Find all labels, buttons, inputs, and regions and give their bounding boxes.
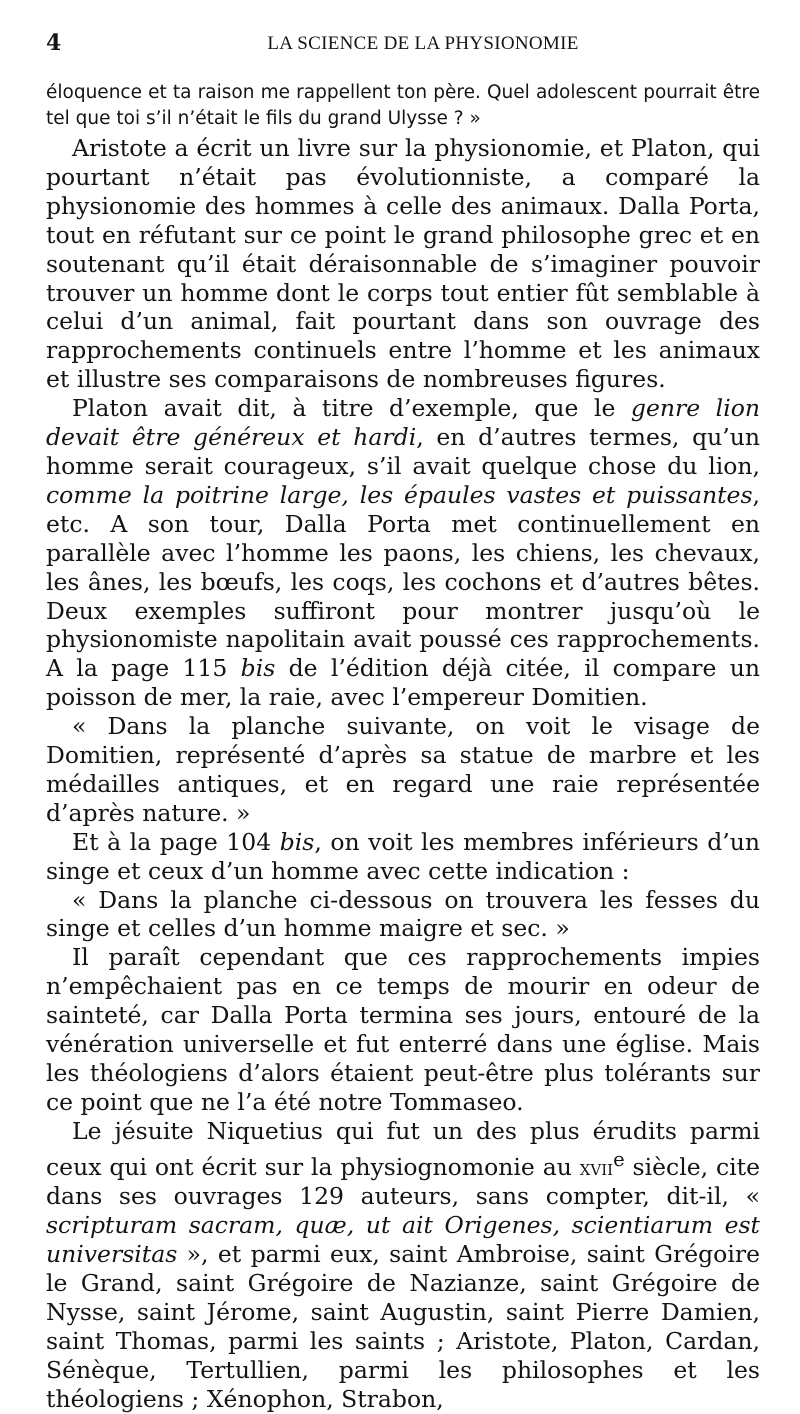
paragraph-platon	[46, 394, 760, 712]
paragraph-page-104-italic: bis	[279, 827, 315, 856]
quote-continuation: éloquence et ta raison me rappellent ton père. Quel adolescent pourrait être tel que toi s’il n’était le fils du grand Ulysse ? »	[46, 82, 760, 129]
paragraph-niquetius-text-2: siècle, cite dans ses ouvrages 129 auteurs, sans compter, dit-il, «	[46, 1152, 760, 1211]
running-title: LA SCIENCE DE LA PHYSIONOMIE	[267, 33, 579, 54]
paragraph-saintete: Il paraît cependant que ces rapprochements impies n’empêchaient pas en ce temps de mourir en odeur de sainteté, car Dalla Porta termina ses jours, entouré de la vénération universelle et fut enterré dans une église. Mais les théologiens d’alors étaient peut-être plus tolérants sur ce point que ne l’a été notre Tommaseo.	[46, 943, 760, 1116]
paragraph-niquetius	[46, 1117, 760, 1414]
paragraph-niquetius-text-3: », et parmi eux, saint Ambroise, saint Grégoire le Grand, saint Grégoire de Nazianze, saint Grégoire de Nysse, saint Jérome, saint Augustin, saint Pierre Damien, saint Thomas, parmi les saints ; Aristote, Platon, Cardan, Sénèque, Tertullien, parmi les philosophes et les théologiens ; Xénophon, Strabon,	[46, 1240, 760, 1413]
paragraph-singe-quote: « Dans la planche ci-dessous on trouvera les fesses du singe et celles d’un homme maigre et sec. »	[46, 885, 760, 943]
century-numeral: xvii	[579, 1154, 614, 1180]
paragraph-niquetius-latin-quote: scripturam sacram, quæ, ut ait Origenes, scientiarum est universitas	[46, 1211, 760, 1269]
paragraph-platon-text-2: , en d’autres termes, qu’un homme serait courageux, s’il avait quelque chose du lion,	[46, 423, 760, 480]
paragraph-domitien-quote: « Dans la planche suivante, on voit le visage de Domitien, représenté d’après sa statue de marbre et les médailles antiques, et en regard une raie représentée d’après nature. »	[46, 712, 760, 827]
century-superscript: e	[613, 1147, 625, 1171]
paragraph-platon-text-3: , etc. A son tour, Dalla Porta met continuellement en parallèle avec l’homme les paons, les chiens, les chevaux, les ânes, les bœufs, les coqs, les cochons et d’autres bêtes. Deux exemples suffiront pour montrer jusqu’où le physionomiste napolitain avait poussé ces rapprochements. A la page 115	[46, 480, 760, 683]
paragraph-page-104-text-2: , on voit les membres inférieurs d’un singe et ceux d’un homme avec cette indication :	[46, 827, 760, 885]
paragraph-page-104	[46, 828, 760, 886]
paragraph-platon-italic-2: comme la poitrine large, les épaules vastes et puissantes	[46, 480, 753, 509]
running-head	[46, 30, 760, 60]
paragraph-platon-italic-1: genre lion devait être généreux et hardi	[46, 394, 760, 452]
paragraph-page-104-text-1: Et à la page 104	[72, 827, 280, 856]
paragraph-platon-italic-3: bis	[240, 654, 276, 683]
page-number: 4	[46, 30, 62, 56]
paragraph-niquetius-text-1: Le jésuite Niquetius qui fut un des plus érudits parmi ceux qui ont écrit sur la physiognomonie au	[46, 1116, 760, 1181]
paragraph-aristote: Aristote a écrit un livre sur la physionomie, et Platon, qui pourtant n’était pas évolutionniste, a comparé la physionomie des hommes à celle des animaux. Dalla Porta, tout en réfutant sur ce point le grand philosophe grec et en soutenant qu’il était déraisonnable de s’imaginer pouvoir trouver un homme dont le corps tout entier fût semblable à celui d’un animal, fait pourtant dans son ouvrage des rapprochements continuels entre l’homme et les animaux et illustre ses comparaisons de nombreuses figures.	[46, 134, 760, 394]
paragraph-platon-text-1: Platon avait dit, à titre d’exemple, que le	[72, 394, 631, 423]
paragraph-platon-text-4: de l’édition déjà citée, il compare un poisson de mer, la raie, avec l’empereur Domitien.	[46, 654, 760, 712]
body-text	[46, 80, 760, 1414]
